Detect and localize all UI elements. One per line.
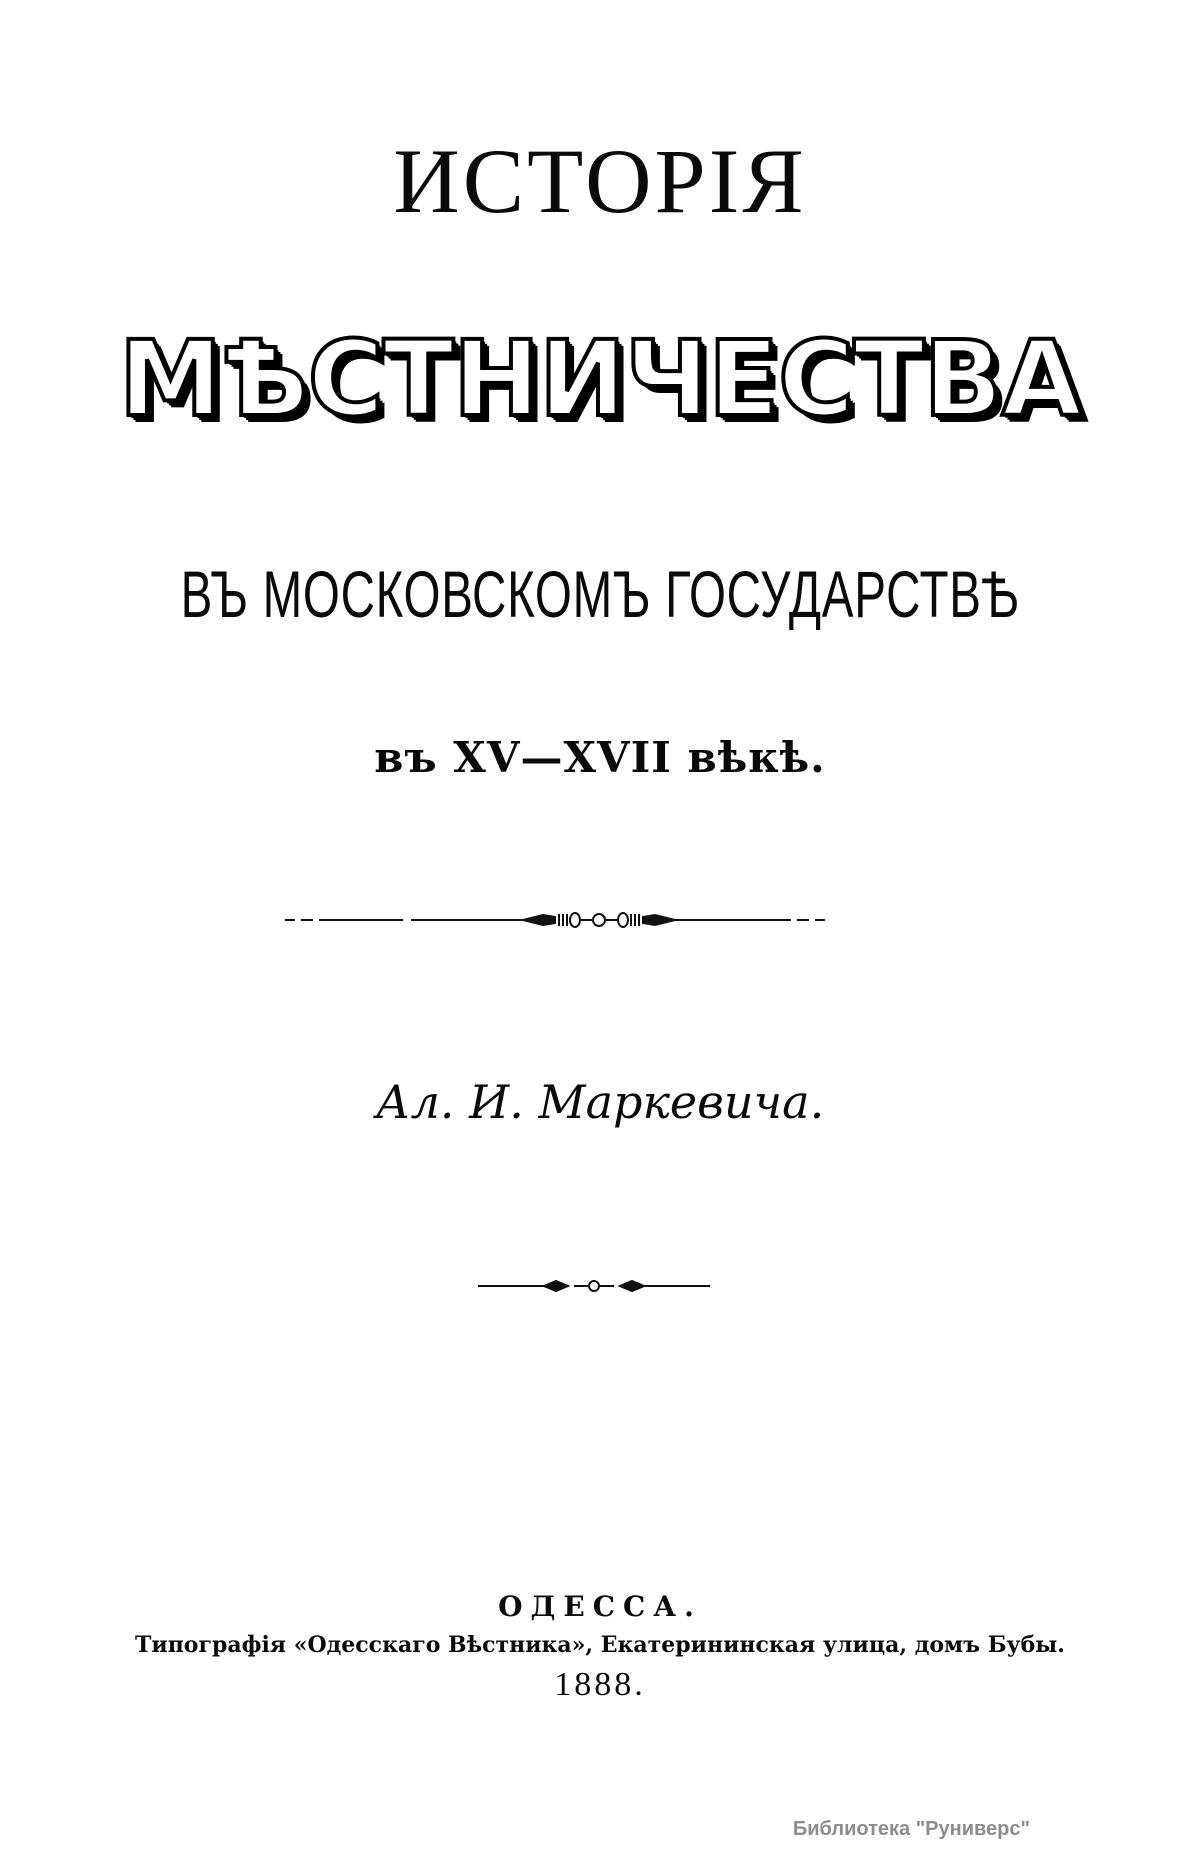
- title-line-2: МѢСТНИЧЕСТВА: [118, 318, 1082, 440]
- subtitle: въ XV—XVII вѣкѣ.: [374, 733, 826, 782]
- imprint-year: 1888.: [554, 1666, 646, 1703]
- imprint-city: ОДЕССА.: [498, 1590, 702, 1623]
- title-line-1: ИСТОРІЯ: [393, 130, 807, 232]
- imprint-press: Типографія «Одесскаго Вѣстника», Екатерининская улица, домъ Бубы.: [135, 1632, 1065, 1658]
- author: Ал. И. Маркевича.: [375, 1075, 825, 1129]
- library-watermark: Библиотека "Руниверс": [792, 1818, 1030, 1840]
- dashed-rule-ornament: [285, 905, 825, 935]
- small-ornament: [478, 1276, 710, 1296]
- title-line-3: ВЪ МОСКОВСКОМЪ ГОСУДАРСТВѢ: [180, 557, 1020, 631]
